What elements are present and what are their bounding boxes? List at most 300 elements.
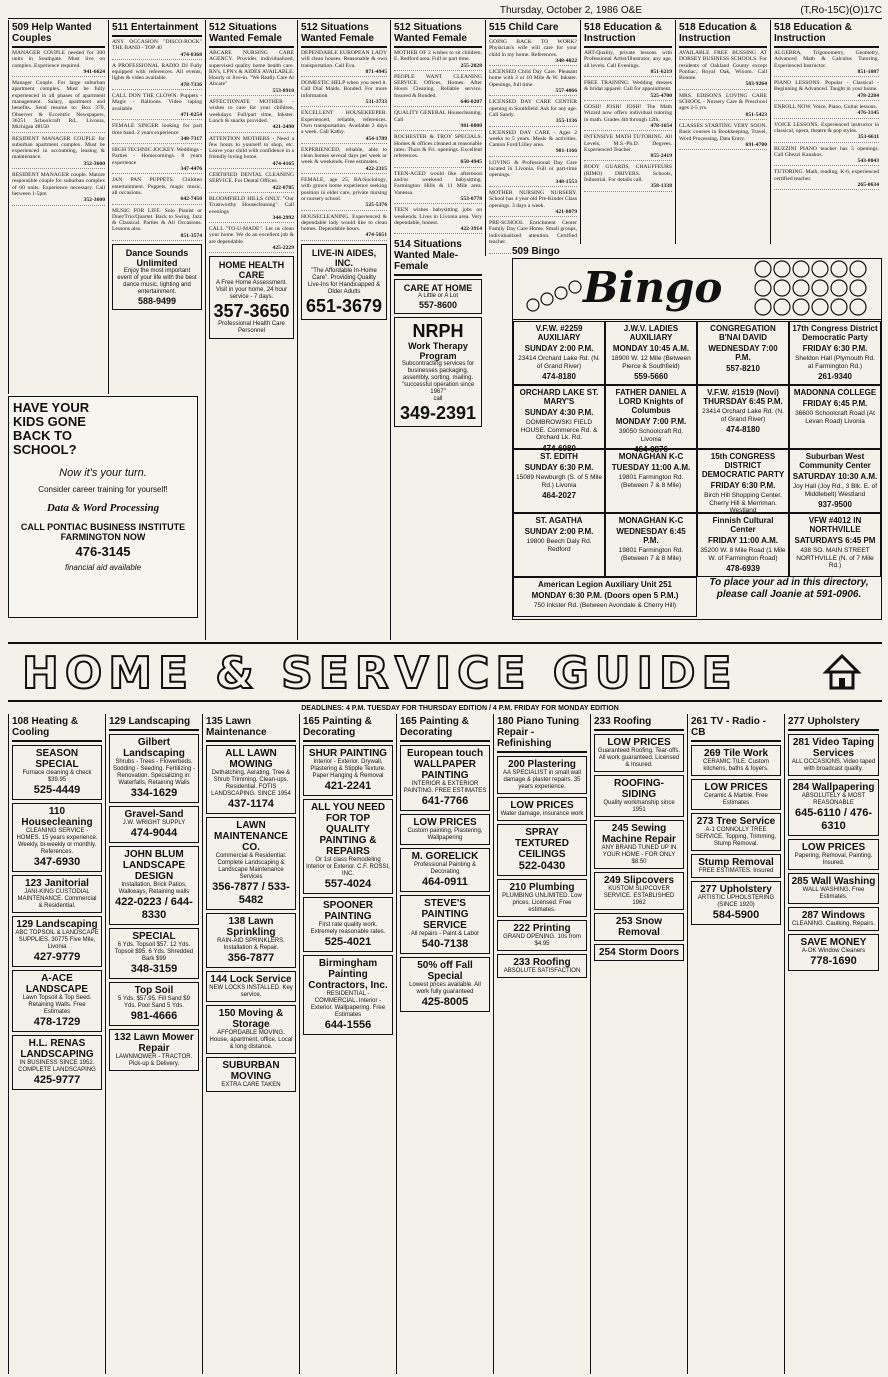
care-at-home-title: CARE AT HOME (403, 283, 473, 294)
ad-phone: 422-3914 (460, 226, 482, 233)
guide-ad-text: JANI-KING CUSTODIAL MAINTENANCE. Commercial & Residential. (17, 889, 97, 909)
guide-ad-name: 144 Lock Service (210, 974, 292, 985)
guide-ad-name: 222 Printing (513, 923, 571, 934)
guide-ad-text: Furnace cleaning & check $39.95 (22, 770, 92, 783)
guide-ad-phone: 437-1174 (228, 798, 274, 810)
ad-phone: 478-7336 (180, 81, 202, 88)
ad-phone: 352-3600 (83, 197, 105, 204)
classified-column (485, 20, 580, 256)
bingo-listing-phone: 261-9340 (818, 372, 852, 381)
ad-text: CLASSES STARTING VERY SOON. Basic courses in Bookkeeping, Travel, Word Processing, Data Entry. (679, 122, 767, 142)
classified-column (770, 20, 882, 256)
dance-ad-phone: 588-9499 (137, 296, 177, 307)
bingo-listing-title: VFW #4012 IN NORTHVILLE (808, 516, 862, 534)
classified-ad (112, 93, 202, 120)
ad-phone: 344-2992 (272, 214, 294, 221)
classified-column (580, 20, 675, 256)
guide-ad-text: PLUMBING UNLIMITED. Low prices. Licensed. Free estimates. (502, 893, 582, 913)
bingo-listing (697, 385, 789, 449)
guide-column-heading: 135 Lawn Maintenance (206, 714, 296, 742)
guide-column (493, 714, 590, 1374)
guide-ad-name: 277 Upholstery (700, 884, 772, 895)
guide-ad-name: 253 Snow Removal (615, 916, 663, 938)
bingo-listing-title: MADONNA COLLEGE (793, 388, 877, 397)
ad-text: CALL "TO-U-MADE". Let us clean your home. We do an excellent job & are dependable. (209, 226, 294, 245)
ad-phone: 348-4022 (555, 57, 577, 64)
bingo-listing-day: WEDNESDAY 7:00 P.M. (708, 344, 778, 362)
guide-ad-phone: 334-1629 (130, 787, 178, 799)
nrph-title: NRPH (412, 321, 464, 342)
bingo-listing-location: 36600 Schoolcraft Road (At Levan Road) Livonia (795, 410, 875, 425)
guide-ad-name: Gilbert Landscaping (123, 737, 185, 759)
guide-ad-phone: 540-7138 (421, 938, 469, 950)
classified-ad (112, 147, 202, 174)
guide-ad-text: 6 Yds. Topsoil $57. 12 Yds. Topsoil $95. 6 Yds. Shredded Bark $99 (114, 942, 194, 962)
guide-ad-text: 5 Yds. $57.95. Fill Sand $9 Yds. Pool Sand 5 Yds. (118, 996, 190, 1009)
ad-phone: 650-4945 (460, 159, 482, 166)
guide-ad-text: Quality workmanship since 1951 (603, 800, 675, 813)
ad-phone: 353-6611 (857, 134, 879, 141)
ad-phone: 255-2028 (460, 62, 482, 69)
ad-phone: 691-4700 (745, 141, 767, 148)
ad-phone: 478-2284 (857, 92, 879, 99)
classified-ad (12, 172, 105, 205)
classified-ad (112, 63, 202, 90)
classified-ad (394, 171, 482, 204)
guide-ad-text: Shrubs - Trees - Flowerbeds. Sodding - Seeding. Fertilizing - Renovation. Specializing in: Waterfalls, Retaining Walls (112, 759, 196, 786)
guide-ad-name: LOW PRICES (704, 782, 768, 793)
bingo-listing-title: MONAGHAN K-C (618, 452, 684, 461)
guide-column (590, 714, 687, 1374)
guide-ad-text: Or 1st class Remodeling Interior or Exterior. C.F. ROSSI, INC. (306, 857, 390, 877)
guide-ad-phone: 474-9044 (130, 827, 178, 839)
ad-text: BLOOMFIELD HILLS ONLY. "Our Trustworthy Housecleaning". Call evenings (209, 195, 294, 215)
guide-ad-phone: 348-3159 (130, 963, 178, 975)
guide-ad (497, 879, 587, 917)
classified-ad (679, 93, 767, 120)
guide-ad-name: 210 Plumbing (509, 882, 575, 893)
bingo-listing-location: Joy Hall (Joy Rd., 3 Blk. E. of Middlebelt) Westland (792, 483, 878, 498)
bingo-listing-location: 39050 Schoolcraft Rd. Livonia (618, 428, 684, 443)
bingo-listing-day: SUNDAY 2:00 P.M. (524, 344, 594, 353)
ad-text: MANAGER COUPLE needed for 300 units in Southgate. Must live on complex. Experience required. (12, 50, 105, 69)
classified-column (297, 20, 390, 640)
bingo-listing-day: SATURDAYS 6:45 PM (794, 536, 876, 545)
ad-text: TEEN-AGED would like afternoon and/or weekend babysitting. Farmington Hills & 11 Mile area. Vanessa. (394, 170, 482, 196)
bingo-listing (697, 449, 789, 513)
home-health-tag: Professional Health Care Personnel (218, 321, 285, 335)
guide-ad (206, 913, 296, 968)
ad-text: JAN PAN PUPPETS. Children entertainment. Puppets, magic music, all occasions. (112, 177, 202, 196)
guide-ad (206, 1057, 296, 1092)
ad-text: ANY OCCASION "DISCO-ROCK" THE BAND - TOP 40 (112, 39, 202, 52)
bingo-listing (605, 513, 697, 577)
guide-ad-phone: 525-4021 (324, 936, 372, 948)
ad-text: ART-Quality, private lessons with Professional Artist/Illustrator, any age, all levels. Call Evenings. (584, 50, 672, 69)
ad-phone: 981-1166 (555, 148, 577, 155)
bingo-listing-phone: 478-6939 (726, 564, 760, 573)
classified-ad (112, 177, 202, 204)
guide-ad-text: Guaranteed Roofing. Tear-offs. All work guaranteed. Licensed & Insured. (597, 748, 681, 768)
guide-ad-name: 273 Tree Service (696, 816, 776, 827)
guide-ad (691, 813, 781, 851)
care-at-home-phone: 557-8600 (418, 300, 458, 311)
guide-ad (788, 779, 879, 836)
guide-ad-phone: 584-5900 (712, 909, 760, 921)
guide-ad-phone: 356-7877 (227, 952, 275, 964)
classified-ad (489, 39, 577, 66)
classified-column (390, 20, 485, 640)
guide-ad (788, 839, 879, 870)
bingo-directory (512, 258, 882, 620)
house-icon (822, 652, 862, 692)
bingo-listing-title: ORCHARD LAKE ST. MARY'S (519, 388, 599, 406)
bingo-listing-phone: 464-2027 (542, 491, 576, 500)
classified-column (8, 20, 108, 394)
ad-text: TEEN wishes babysitting jobs on weekends. Lives in Livonia area. Very dependable, honest. (394, 207, 482, 226)
ad-text: MUSIC FOR LIFE. Solo Pianist or Duet/Trio/Quartet. Back to Swing, Jazz & Classical. Parties & All Occasions. Lessons also. (112, 207, 202, 233)
ad-text: ABCARE NURSING CARE AGENCY. Provides individualized, supervised quality home health care. RN's, LPN's & AIDES AVAILABLE. Hourly or live-in. "We Really Care At Abcare" (209, 50, 294, 88)
guide-ad-text: ANY BRAND TUNED UP IN YOUR HOME - FOR ONLY $8.50 (601, 845, 677, 865)
ad-text: LOVING & Professional Day Care located in Livonia. Full or part-time openings. (489, 159, 577, 179)
bingo-listing-location: 19801 Farmington Rd. (Between 7 & 8 Mile) (618, 547, 684, 562)
guide-ad-name: SPECIAL (132, 931, 176, 942)
guide-column (105, 714, 202, 1374)
guide-ad (594, 820, 684, 869)
classified-ad (394, 110, 482, 131)
ad-text: FREE TRAINING. Wedding dresses & bridal apparel. Call for appointment. (584, 80, 672, 93)
ad-phone: 855-2419 (650, 153, 672, 160)
guide-ad (788, 873, 879, 904)
ad-text: RESIDENT MANAGER COUPLE for suburban apartment complex. Must be experienced in accounting, leasing & maintenance. (12, 135, 105, 161)
home-health-title: HOME HEALTH CARE (218, 260, 285, 281)
bingo-listing-title: CONGREGATION B'NAI DAVID (710, 324, 776, 342)
ad-phone: 474-4165 (272, 160, 294, 167)
guide-ad-text: Lowest prices available. All work fully guaranteed (409, 982, 481, 995)
classified-ad (394, 74, 482, 107)
ad-phone: 476-3145 (857, 110, 879, 117)
ad-text: GOING BACK TO WORK? Physician's wife will care for your child in my home. References. (489, 39, 577, 58)
guide-ad (691, 779, 781, 810)
guide-column-heading: 165 Painting & Decorating (400, 714, 490, 742)
guide-ad-phone: 645-6110 / 476-6310 (794, 807, 873, 832)
guide-ad (109, 928, 199, 979)
classified-ad (112, 208, 202, 241)
care-at-home-sub: A Little or A Lot (417, 293, 459, 300)
guide-ad (12, 916, 102, 967)
live-in-body: "The Affordable In-Home Care". Providing Quality Live-Ins for Handicapped & Older Adults (307, 267, 381, 295)
guide-ad (400, 957, 490, 1012)
guide-ad-text: ARTISTIC UPHOLSTERING (SINCE 1920) (697, 895, 775, 908)
bingo-listing-phone: 557-8210 (726, 364, 760, 373)
bingo-listing-title: ST. EDITH (540, 452, 578, 461)
column-heading: 512 Situations Wanted Female (209, 20, 294, 48)
guide-column-heading: 165 Painting & Decorating (303, 714, 393, 742)
classified-ad (679, 50, 767, 90)
classified-ad (301, 147, 387, 174)
ad-text: PEOPLE WANT CLEANING SERVICE. Offices, Homes. After Hours Cleaning. Reliable service. Insured & Bonded. (394, 73, 482, 99)
ad-text: HOUSECLEANING. Experienced & dependable lady would like to clean homes. Dependable hours. (301, 213, 387, 233)
guide-ad (206, 817, 296, 910)
kid-ad-sub: Consider career training for yourself! (38, 485, 168, 494)
classified-ad (584, 134, 672, 161)
ad-text: MOTHER NURSING NURSERY. School has 4 year old Pre-Kinder Class openings. 3 days a week. (489, 189, 577, 209)
ad-phone: 478-1654 (650, 122, 672, 129)
bingo-listing-title: V.F.W. #1519 (Novi) THURSDAY 6:45 P.M. (703, 388, 783, 406)
dance-sounds-ad (112, 244, 202, 310)
guide-column-heading: 233 Roofing (594, 714, 684, 731)
guide-ad-name: LAWN MAINTENANCE CO. (214, 820, 288, 853)
classified-ad (12, 50, 105, 77)
guide-ad-text: ABSOLUTELY & MOST REASONABLE (801, 793, 866, 806)
nrph-sub: Work Therapy Program (408, 341, 468, 362)
ad-text: TUTORING. Math, reading, K-6, experienced certified teacher. (774, 169, 879, 182)
guide-ad-name: ALL YOU NEED FOR TOP QUALITY PAINTING & REPAIRS (310, 802, 386, 857)
classified-ad (394, 207, 482, 234)
guide-ad-text: Interior - Exterior. Drywall, Plastering & Stipple Texture. Paper Hanging & Removal (310, 759, 386, 779)
ad-phone: 355-1136 (555, 118, 577, 125)
guide-ad (497, 756, 587, 794)
ad-phone: 422-2315 (365, 165, 387, 172)
ad-phone: 352-3600 (83, 160, 105, 167)
guide-ad-name: 281 Video Taping Services (792, 737, 875, 759)
guide-ad-phone: 421-2241 (324, 780, 372, 792)
guide-ad-text: INTERIOR & EXTERIOR PAINTING. FREE ESTIMATES (403, 781, 487, 794)
ad-text: LICENSED DAY CARE - Ages 2 weeks to 5 years. Meals & activities. Canton Ford/Lilley area. (489, 129, 577, 149)
bingo-listing-day: FRIDAY 6:30 P.M. (802, 344, 868, 353)
classified-ad (209, 172, 294, 193)
ad-text: CALL DON THE CLOWN. Puppets - Magic - Balloons. Video taping available (112, 93, 202, 112)
guide-ad (594, 944, 684, 961)
guide-column (687, 714, 784, 1374)
guide-ad (12, 745, 102, 800)
bingo-listing-day: SUNDAY 6:30 P.M. (524, 463, 594, 472)
guide-ad-phone: 422-0223 / 644-8330 (115, 896, 193, 921)
guide-ad (788, 907, 879, 931)
bingo-listing-title: V.F.W. #2259 AUXILIARY (535, 324, 583, 342)
kid-ad-headline: HAVE YOUR KIDS GONE BACK TO SCHOOL? (13, 400, 90, 457)
home-service-guide-banner (8, 642, 882, 702)
bingo-listing (789, 385, 881, 449)
guide-ad-name: 150 Moving & Storage (218, 1008, 284, 1030)
guide-ad-text: GRAND OPENING. 10s from $4.95 (503, 934, 581, 947)
ad-text: MOTHER OF 2 wishes to sit children. E. Redford area. Full or part time. (394, 50, 482, 63)
classified-ad (301, 50, 387, 77)
guide-ad-name: SEASON SPECIAL (35, 748, 79, 770)
ad-text: FEMALE SINGER looking for part time band. 2 years experience (112, 123, 202, 136)
guide-ad (303, 745, 393, 796)
guide-column (396, 714, 493, 1374)
column-heading: 518 Education & Instruction (584, 20, 672, 48)
ad-text: INTENSIVE MATH TUTORING. All Levels, M.S.-Ph.D. Degrees. Experienced Teacher. (584, 134, 672, 153)
bingo-listing-title: American Legion Auxiliary Unit 251 (538, 580, 672, 589)
column-heading: 518 Education & Instruction (774, 20, 879, 48)
guide-ad-text: All repairs - Paint & Labor (410, 931, 480, 937)
bingo-listing (605, 385, 697, 454)
kid-ad-tagline: Now it's your turn. (59, 467, 147, 479)
classified-ad (679, 123, 767, 150)
page-header (8, 4, 882, 19)
header-date: Thursday, October 2, 1986 O&E (499, 5, 642, 16)
care-at-home-ad (394, 279, 482, 314)
guide-ad-text: KUSTOM SLIPCOVER SERVICE. ESTABLISHED 1962 (603, 886, 675, 906)
ad-text: GOSH! JOSH! JOSH! The Math Wizard now offers individual tutoring in math. Grades 4th through 12th. (584, 104, 672, 123)
ad-phone: 981-0800 (460, 122, 482, 129)
classified-ad (301, 80, 387, 107)
guide-ad-name: ROOFING-SIDING (614, 778, 664, 800)
bingo-listing-location: 35200 W. 8 Mile Road (1 Mile W. of Farmington Road) (700, 547, 786, 562)
guide-ad-name: 285 Wall Washing (791, 876, 876, 887)
bingo-directory-note: To place your ad in this directory, please call Joanie at 591-0906. (709, 577, 869, 600)
classified-ad (112, 123, 202, 144)
section-heading: 514 Situations Wanted Male-Female (394, 237, 482, 276)
guide-ad-text: RAIN-AID SPRINKLERS. Installation & Repair. (217, 938, 285, 951)
column-heading: 512 Situations Wanted Female (301, 20, 387, 48)
ad-phone: 348-1553 (555, 178, 577, 185)
bingo-listing-day: MONDAY 7:00 P.M. (615, 417, 687, 426)
ad-phone: 347-4476 (180, 166, 202, 173)
classified-ad (489, 99, 577, 126)
guide-ad (594, 872, 684, 910)
nrph-ad (394, 317, 482, 427)
header-code: (T,Ro-15C)(O)17C (800, 5, 882, 16)
guide-ad-text: CLEANING SERVICE - HOMES. 15 years experience. Weekly, bi-weekly or monthly. References. (16, 828, 98, 855)
live-in-phone: 651-3679 (305, 295, 383, 316)
ad-text: A PROFESSIONAL RADIO DJ Fully equipped with references. All events, lights & video available. (112, 62, 202, 82)
guide-ad-text: Installation, Brick Patios, Walkways, Retaining walls (118, 882, 190, 895)
ad-text: BUZZINI PIANO teacher has 5 openings. Call Ghezzi Kanakos. (774, 145, 879, 158)
guide-ad-text: RESIDENTIAL - COMMERCIAL. Interior - Exterior. Wallpapering. Free Estimates (310, 991, 386, 1018)
bingo-listing-day: FRIDAY 11:00 A.M. (708, 536, 778, 545)
bingo-listing-phone: 474-8180 (726, 425, 760, 434)
guide-ad (691, 881, 781, 925)
dance-ad-body: Enjoy the most important event of your life with the best dance music, lighting and entertainment. (117, 268, 197, 296)
nrph-call: call (433, 396, 443, 403)
guide-ad-name: STEVE'S PAINTING SERVICE (421, 898, 469, 931)
guide-ad (788, 934, 879, 971)
ad-phone: 474-5651 (365, 232, 387, 239)
kid-ad-phone: 476-3145 (75, 544, 131, 559)
guide-ad (12, 803, 102, 872)
ad-text: Manager Couple. For large suburban apartment complex. Must be fully experienced in all phases of apartment management. Salary, apartment and benefits. Send resume to: Box 370, Observer & Eccentric Newspapers, 36251 Schoolcraft Rd., Livonia, Michigan 48150 (12, 80, 105, 131)
guide-ad (109, 1029, 199, 1071)
ad-phone: 646-0207 (460, 99, 482, 106)
guide-ad-name: 249 Slipcovers (603, 875, 675, 886)
ad-text: PRE-SCHOOL Enrichment Center Family Day Care Home. Small groups, individualized attention. Certified teacher. (489, 220, 577, 246)
guide-ad-text: ABC TOPSOIL & LANDSCAPE SUPPLIES. 30775 Five Mile, Livonia (15, 930, 99, 950)
guide-ad (109, 846, 199, 925)
classified-ad (12, 136, 105, 169)
ad-text: MRS. EDISON'S LOVING CARE SCHOOL - Nursery Care & Preschool ages 2-5 yrs. (679, 92, 767, 112)
bingo-listing-location: 750 Inkster Rd. (Between Avondale & Cherry Hill) (533, 602, 677, 609)
bingo-listing-phone: 474-8180 (542, 372, 576, 381)
ad-text: AFFECTIONATE MOTHER - wishes to care for your children, weekdays. Full/part time, Inkster. Lunch & snacks provided. (209, 99, 294, 124)
guide-ad-name: 132 Lawn Mower Repair (114, 1032, 194, 1054)
classified-ad (584, 164, 672, 191)
bingo-listing-location: 18900 W. 12 Mile (Between Pierce & Southfield) (611, 355, 691, 370)
ad-phone: 553-0778 (460, 195, 482, 202)
guide-ad-text: Ceramic & Marble. Free Estimates (704, 793, 768, 806)
classified-ad (774, 104, 879, 119)
ad-text: ATTENTION MOTHERS - Need a few hours to yourself to shop, etc. Leave your child with confidence in a friendly loving home. (209, 135, 294, 161)
guide-ad-text: Commercial & Residential. Complete Landscaping & Landscape Maintenance Services (215, 853, 287, 880)
guide-ad-name: 269 Tile Work (703, 748, 769, 759)
guide-ad-name: LOW PRICES (413, 817, 477, 828)
kid-ad-cta: CALL PONTIAC BUSINESS INSTITUTE FARMINGTON NOW (20, 522, 186, 542)
ad-text: PIANO LESSONS. Popular - Classical - Beginning & Advanced. Taught in your home. (774, 80, 879, 93)
guide-ad (303, 955, 393, 1035)
bingo-listing-location: 438 SO. MAIN STREET NORTHVILLE (N. of 7 Mile Rd.) (796, 547, 874, 569)
guide-ad-text: Water damage, insurance work (500, 811, 584, 817)
guide-ad (400, 895, 490, 954)
bingo-listing-title: ST. AGATHA (535, 516, 583, 525)
guide-ad-phone: 525-4449 (33, 784, 81, 796)
bingo-listing (789, 449, 881, 513)
guide-ad-name: M. GORELICK (411, 851, 479, 862)
guide-ad-name: A-ACE LANDSCAPE (25, 973, 89, 995)
guide-ad-text: AA SPECIALIST in small wall damage & plaster repairs. 35 years experience. (503, 770, 581, 790)
guide-ad-text: LAWNMOWER - TRACTOR. Pick-up & Delivery. (115, 1054, 193, 1067)
guide-ad (497, 824, 587, 876)
guide-ad-phone: 778-1690 (810, 955, 857, 967)
classified-ad (301, 110, 387, 143)
classified-ad (774, 50, 879, 77)
guide-ad (12, 970, 102, 1032)
guide-ad-text: IN BUSINESS SINCE 1952. COMPLETE LANDSCAPING (18, 1060, 96, 1073)
guide-column-heading: 261 TV - Radio - CB (691, 714, 781, 742)
guide-ad-phone: 427-9779 (33, 951, 81, 963)
guide-ad-phone: 478-1729 (33, 1016, 81, 1028)
guide-ad-text: Papering, Removal, Painting. Insured. (794, 853, 873, 866)
guide-ad (206, 971, 296, 1002)
guide-ad-name: SPRAY TEXTURED CEILINGS (515, 827, 569, 860)
guide-column-heading: 277 Upholstery (788, 714, 879, 731)
guide-ad (594, 734, 684, 772)
guide-ad (788, 734, 879, 776)
guide-ad (400, 745, 490, 811)
bingo-listing-phone: 937-9500 (818, 500, 852, 509)
guide-ad-text: Custom painting, Plastering, Wallpapering (407, 828, 483, 841)
ad-text: DEPENDABLE EUROPEAN LADY will clean houses. Reasonable & own transportation. Call Eva. (301, 50, 387, 69)
guide-ad-name: LOW PRICES (607, 737, 671, 748)
live-in-aides-ad (301, 244, 387, 320)
nrph-phone: 349-2391 (399, 403, 477, 424)
bingo-listing (605, 449, 697, 513)
bingo-listing-day: FRIDAY 6:30 P.M. (710, 481, 776, 490)
column-heading: 518 Education & Instruction (679, 20, 767, 48)
classified-ad (489, 130, 577, 157)
ad-phone: 583-9264 (745, 81, 767, 88)
bingo-listing-day: SUNDAY 4:30 P.M. (524, 408, 594, 417)
guide-ad-name: 245 Sewing Machine Repair (602, 823, 676, 845)
ad-phone: 851-3574 (180, 232, 202, 239)
bingo-listing-location: 23414 Orchard Lake Rd. (N. of Grand River) (518, 355, 600, 370)
ad-phone: 454-1789 (365, 135, 387, 142)
guide-ad-phone: 356-7877 / 533-5482 (212, 881, 290, 906)
classified-ad (774, 122, 879, 143)
guide-ad (594, 775, 684, 817)
ad-text: ENROLL NOW. Voice, Piano, Guitar lessons. (774, 104, 878, 111)
guide-ad-text: WALL WASHING. Free Estimates. (802, 887, 865, 900)
guide-ad-phone: 347-6930 (33, 856, 81, 868)
bingo-listing-title: 17th Congress District Democratic Party (792, 324, 878, 342)
guide-ad (303, 897, 393, 952)
bingo-listing-day: SUNDAY 2:00 P.M. (524, 527, 594, 536)
guide-ad (497, 954, 587, 978)
classified-ad (301, 177, 387, 210)
ad-phone: 553-8910 (272, 87, 294, 94)
column-heading: 512 Situations Wanted Female (394, 20, 482, 48)
